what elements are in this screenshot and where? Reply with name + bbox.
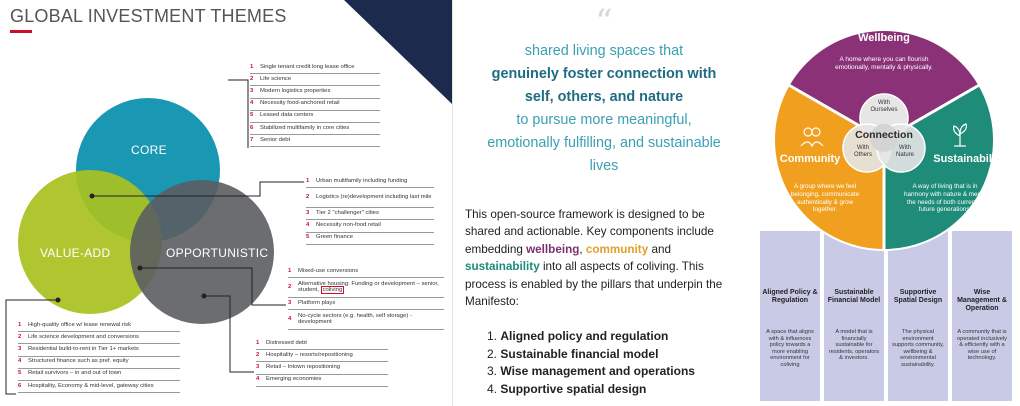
pillar-text: The physical environment supports community, wellbeing & environmental sustainability. [891,329,945,368]
list-item: 3 Platform plays [288,298,444,310]
wellbeing-icon [878,18,890,30]
list-item: 5 Retail survivors – in and out of town [18,369,180,381]
community-text: A group where we feel belonging, communicate authentically & grow together. [790,183,860,214]
value-add-label: VALUE-ADD [40,246,111,260]
core-label: CORE [131,143,167,157]
quote-line: lives [589,158,619,174]
list-item: 1 Single tenant credit long lease office [250,62,380,74]
opportunistic-list [256,338,388,387]
coliving-framework-diagram [754,0,1020,406]
list-item: 3 Residential build-to-rent in Tier 1+ markets [18,344,180,356]
pillar-title: Aligned Policy & Regulation [762,289,818,305]
list-item: 1 Distressed debt [256,338,388,350]
list-item: 2. Sustainable financial model [487,346,659,361]
pillar-text: A space that aligns with & influences policy towards a more enabling environment for coliving [766,329,814,368]
wellbeing-title: Wellbeing [858,32,910,44]
opportunistic-label: OPPORTUNISTIC [166,246,269,260]
with-others-label: With Others [853,145,872,158]
list-item: 4 Necessity non-food retail [306,220,434,232]
list-item: 2 Logistics (re)development including last mile [306,188,434,208]
coliving-highlight: coliving [322,286,343,293]
pillar-title: Wise Management & Operation [957,289,1007,313]
core-value-list [306,176,434,245]
core-list [250,62,380,147]
pillar-text: A community that is operated inclusively & efficiently with a wise use of technology. [957,329,1007,362]
list-item: 5 Green finance [306,233,434,245]
value-opp-list [288,266,444,330]
core-connector [228,80,248,148]
list-item: 2 Alternative housing: Funding or development – senior, student, coliving [288,278,444,298]
list-item: 3 Retail – Intown repositioning [256,362,388,374]
list-item: 4 Necessity food-anchored retail [250,99,380,111]
list-item: 4 Structured finance such as pref. equity [18,357,180,369]
sustainability-title: Sustainability [933,153,1005,165]
with-nature-label: With Nature [895,145,914,158]
sustainability-text: A way of living that is in harmony with nature & meets the needs of both current & future generations. [904,183,986,214]
community-title: Community [779,153,841,165]
list-item: 1 High-quality office w/ lease renewal risk [18,320,180,332]
quote-line: genuinely foster connection with [491,66,717,82]
list-item: 2 Hospitality – resorts/repositioning [256,350,388,362]
body-paragraph: This open-source framework is designed to be shared and actionable. Key components include embedding wellbeing, community and sustainability into all aspects of coliving. This process is enabled by the pillars that underpin the Manifesto: [465,208,723,309]
list-item: 6 Stabilized multifamily in core cities [250,123,380,135]
connection-title: Connection [855,129,913,141]
community-keyword: community [585,242,649,256]
pillar-text: A model that is financially sustainable for residents, operators & investors. [828,329,880,362]
slide-title: GLOBAL INVESTMENT THEMES [10,6,287,26]
list-item: 3 Modern logistics properties [250,86,380,98]
pillar-title: Supportive Spatial Design [893,289,943,305]
investment-themes-slide [0,0,452,406]
sustainability-keyword: sustainability [465,260,540,274]
list-item: 5 Leased data centers [250,111,380,123]
list-item: 7 Senior debt [250,135,380,147]
list-item: 4. Supportive spatial design [487,381,647,396]
list-item: 1. Aligned policy and regulation [487,329,669,343]
quote-line: to pursue more meaningful, [516,112,692,128]
list-item: 1 Mixed-use conversions [288,266,444,278]
pillar-title: Sustainable Financial Model [827,289,881,305]
pull-quote [459,40,749,178]
quote-mark-icon: “ [595,2,613,42]
with-ourselves-label: With Ourselves [870,100,898,113]
quote-line: self, others, and nature [524,89,684,105]
wellbeing-text: A home where you can flourish emotionally, mentally & physically. [835,56,933,71]
quote-line: emotionally fulfilling, and sustainable [487,135,721,151]
manifesto-text-panel [452,0,755,406]
list-item: 6 Hospitality, Economy & mid-level, gateway cities [18,381,180,393]
list-item: 2 Life science [250,74,380,86]
value-add-list [18,320,180,393]
wellbeing-keyword: wellbeing [526,242,580,256]
pillars-list [487,328,695,398]
list-item: 4 No-cycle sectors (e.g. health, self storage) - development [288,310,444,330]
list-item: 3. Wise management and operations [487,364,695,378]
list-item: 4 Emerging economies [256,375,388,387]
quote-line: shared living spaces that [524,43,684,59]
list-item: 1 Urban multifamily including funding [306,176,434,188]
list-item: 3 Tier 2 "challenger" cities [306,208,434,220]
list-item: 2 Life science development and conversions [18,332,180,344]
